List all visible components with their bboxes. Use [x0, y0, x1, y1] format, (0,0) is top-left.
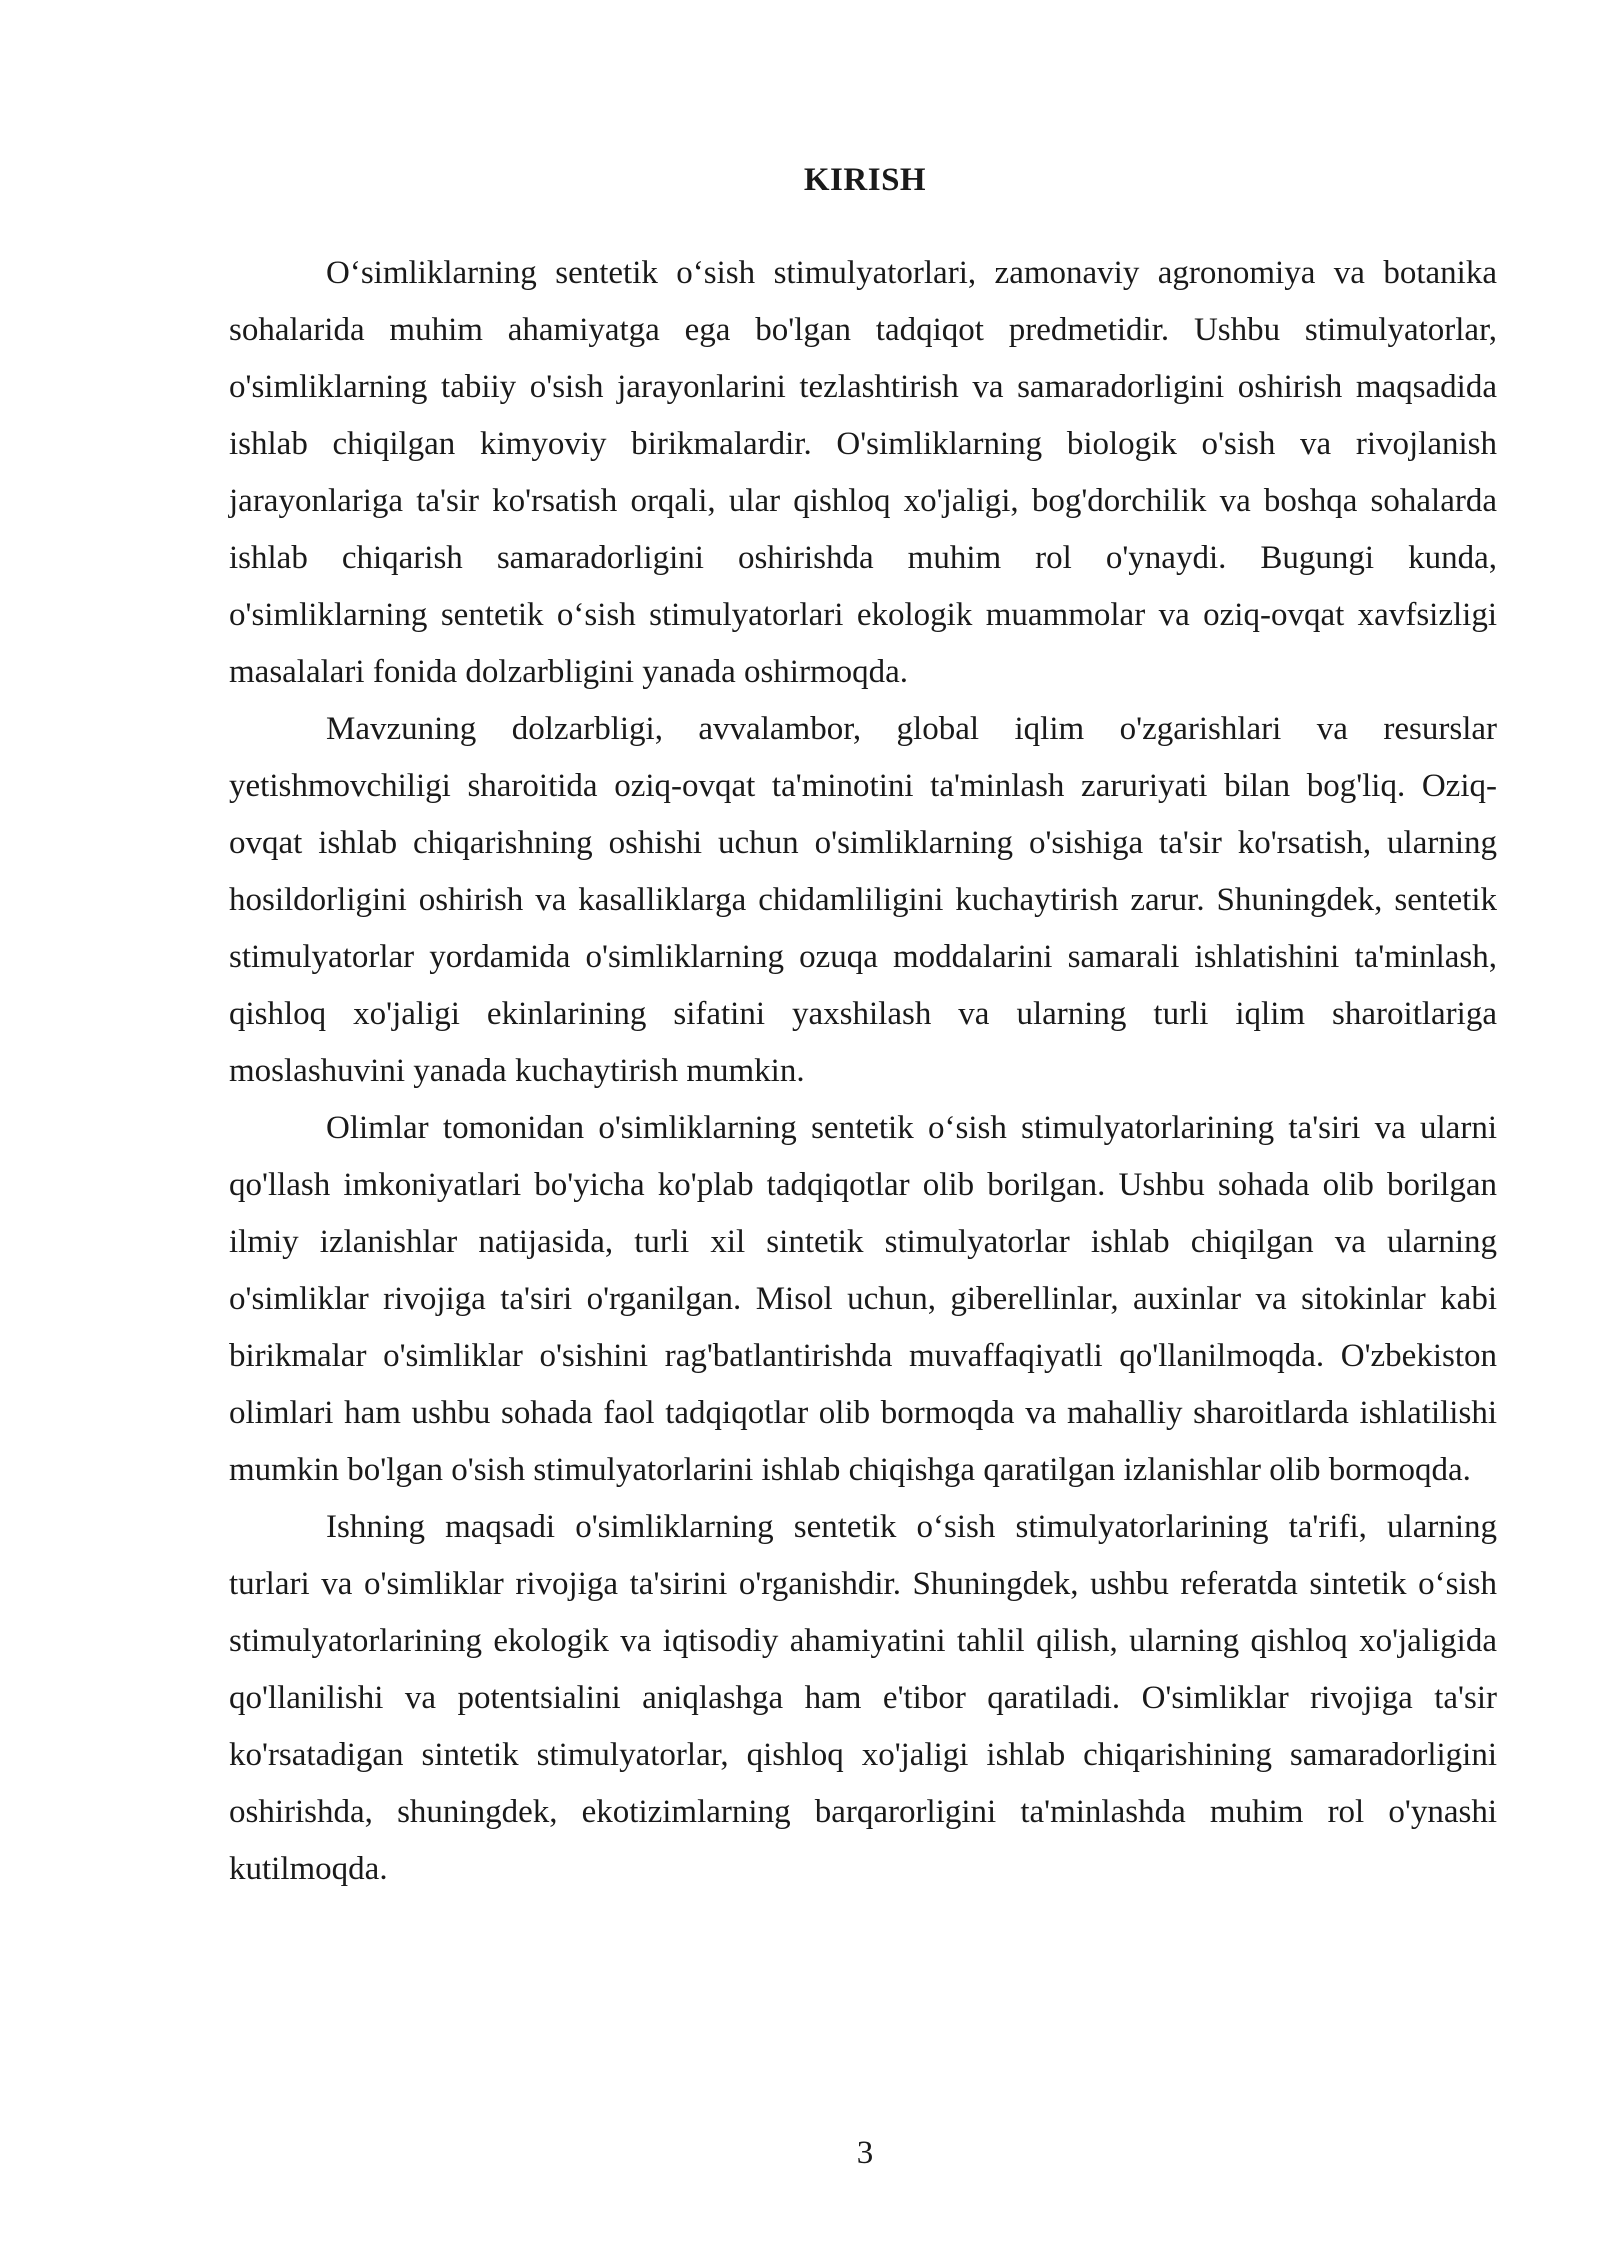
paragraph-introduction: O‘simliklarning sentetik o‘sish stimulyatorlari, zamonaviy agronomiya va botanika sohalarida muhim ahamiyatga ega bo'lgan tadqiqot predmetidir. Ushbu stimulyatorlar, o'simliklarning tabiiy o'sish jarayonlarini tezlashtirish va samaradorligini oshirish maqsadida ishlab chiqilgan kimyoviy birikmalardir. O'simliklarning biologik o'sish va rivojlanish jarayonlariga ta'sir ko'rsatish orqali, ular qishloq xo'jaligi, bog'dorchilik va boshqa sohalarda ishlab chiqarish samaradorligini oshirishda muhim rol o'ynaydi. Bugungi kunda, o'simliklarning sentetik o‘sish stimulyatorlari ekologik muammolar va oziq-ovqat xavfsizligi masalalari fonida dolzarbligini yanada oshirmoqda. [229, 255, 1497, 690]
paragraph-goal: Ishning maqsadi o'simliklarning sentetik o‘sish stimulyatorlarining ta'rifi, ularning turlari va o'simliklar rivojiga ta'sirini o'rganishdir. Shuningdek, ushbu referatda sintetik o‘sish stimulyatorlarining ekologik va iqtisodiy ahamiyatini tahlil qilish, ularning qishloq xo'jaligida qo'llanilishi va potentsialini aniqlashga ham e'tibor qaratiladi. O'simliklar rivojiga ta'sir ko'rsatadigan sintetik stimulyatorlar, qishloq xo'jaligi ishlab chiqarishining samaradorligini oshirishda, shuningdek, ekotizimlarning barqarorligini ta'minlashda muhim rol o'ynashi kutilmoqda. [229, 1509, 1497, 1887]
document-body [229, 245, 1497, 1898]
paragraph-research: Olimlar tomonidan o'simliklarning sentetik o‘sish stimulyatorlarining ta'siri va ularni qo'llash imkoniyatlari bo'yicha ko'plab tadqiqotlar olib borilgan. Ushbu sohada olib borilgan ilmiy izlanishlar natijasida, turli xil sintetik stimulyatorlar ishlab chiqilgan va ularning o'simliklar rivojiga ta'siri o'rganilgan. Misol uchun, giberellinlar, auxinlar va sitokinlar kabi birikmalar o'simliklar o'sishini rag'batlantirishda muvaffaqiyatli qo'llanilmoqda. O'zbekiston olimlari ham ushbu sohada faol tadqiqotlar olib bormoqda va mahalliy sharoitlarda ishlatilishi mumkin bo'lgan o'sish stimulyatorlarini ishlab chiqishga qaratilgan izlanishlar olib bormoqda. [229, 1110, 1497, 1488]
paragraph-relevance: Mavzuning dolzarbligi, avvalambor, global iqlim o'zgarishlari va resurslar yetishmovchiligi sharoitida oziq-ovqat ta'minotini ta'minlash zaruriyati bilan bog'liq. Oziq-ovqat ishlab chiqarishning oshishi uchun o'simliklarning o'sishiga ta'sir ko'rsatish, ularning hosildorligini oshirish va kasalliklarga chidamliligini kuchaytirish zarur. Shuningdek, sentetik stimulyatorlar yordamida o'simliklarning ozuqa moddalarini samarali ishlatishini ta'minlash, qishloq xo'jaligi ekinlarining sifatini yaxshilash va ularning turli iqlim sharoitlariga moslashuvini yanada kuchaytirish mumkin. [229, 711, 1497, 1089]
page-number: 3 [856, 2135, 874, 2171]
page-title: KIRISH [803, 162, 927, 198]
